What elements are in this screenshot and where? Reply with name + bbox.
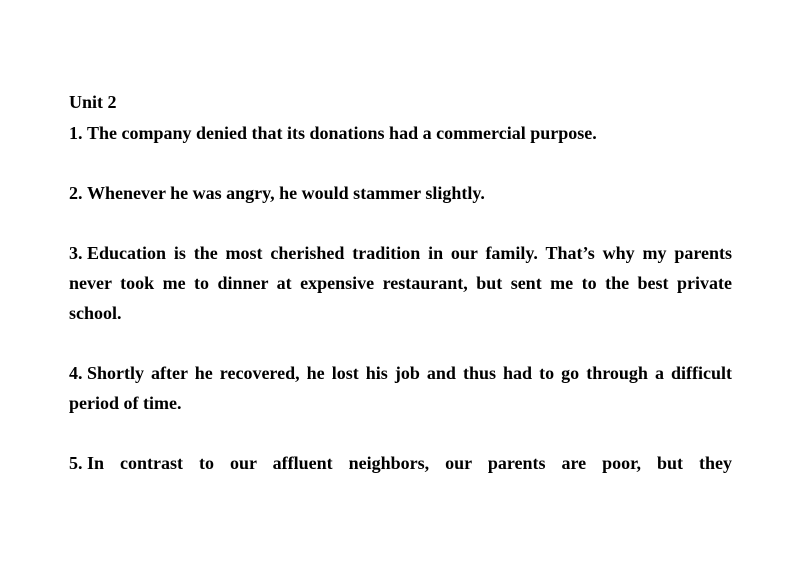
document-page bbox=[69, 90, 732, 478]
sentence-text: Shortly after he recovered, he lost his job and thus had to go through a difficult period of time. bbox=[69, 363, 732, 413]
sentence-3 bbox=[69, 238, 732, 328]
sentence-text: The company denied that its donations had a commercial purpose. bbox=[87, 123, 597, 143]
sentence-text: Education is the most cherished tradition in our family. That’s why my parents never took me to dinner at expensive restaurant, but sent me to the best private school. bbox=[69, 243, 732, 323]
sentence-number: 2. bbox=[69, 183, 83, 203]
sentence-number: 5. bbox=[69, 453, 83, 473]
sentence-text: In contrast to our affluent neighbors, our parents are poor, but they bbox=[87, 453, 732, 473]
unit-title: Unit 2 bbox=[69, 92, 117, 112]
sentence-5 bbox=[69, 448, 732, 478]
sentence-number: 1. bbox=[69, 123, 83, 143]
sentence-1 bbox=[69, 118, 732, 148]
sentence-text: Whenever he was angry, he would stammer slightly. bbox=[87, 183, 485, 203]
sentence-4 bbox=[69, 358, 732, 418]
sentence-number: 4. bbox=[69, 363, 83, 383]
sentence-2 bbox=[69, 178, 732, 208]
sentence-number: 3. bbox=[69, 243, 83, 263]
